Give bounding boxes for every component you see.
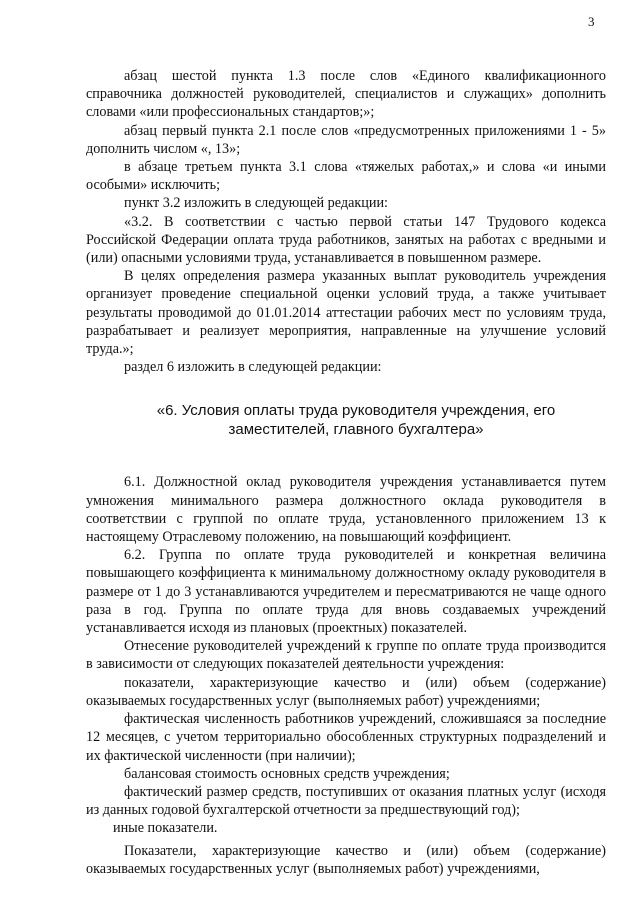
paragraph: «3.2. В соответствии с частью первой статьи 147 Трудового кодекса Российской Федерации оплата труда работников, занятых на работах с вредными и (или) опасными условиями труда, устанавливается в повышенном размере. <box>86 213 606 267</box>
paragraph: абзац шестой пункта 1.3 после слов «Единого квалификационного справочника должностей руководителей, специалистов и служащих» дополнить словами «или профессиональных стандартов;»; <box>86 68 606 121</box>
paragraph: балансовая стоимость основных средств учреждения; <box>124 765 450 782</box>
paragraph: 6.2. Группа по оплате труда руководителей и конкретная величина повышающего коэффициента к минимальному должностному окладу руководителя в размере от 1 до 3 устанавливаются учредителем и пересматриваются не чаще одного раза в год. Группа по оплате труда для вновь создаваемых учреждений устанавливается исходя из плановых (проектных) показателей. <box>86 547 606 637</box>
paragraph: в абзаце третьем пункта 3.1 слова «тяжелых работах,» и слова «и иными особыми» исключить; <box>86 159 606 194</box>
paragraph: Отнесение руководителей учреждений к группе по оплате труда производится в зависимости от следующих показателей деятельности учреждения: <box>86 638 606 673</box>
paragraph: пункт 3.2 изложить в следующей редакции: <box>124 195 388 212</box>
paragraph: В целях определения размера указанных выплат руководитель учреждения организует проведение специальной оценки условий труда, а также учитывает результаты проводимой до 01.01.2014 аттестации рабочих мест по условиям труда, разрабатывает и реализует мероприятия, направленные на улучшение условий труда.»; <box>86 268 606 358</box>
document-body <box>86 67 606 878</box>
section-heading: «6. Условия оплаты труда руководителя учреждения, его заместителей, главного бухгалтера» <box>156 402 556 438</box>
paragraph: раздел 6 изложить в следующей редакции: <box>124 359 382 376</box>
paragraph: абзац первый пункта 2.1 после слов «предусмотренных приложениями 1 - 5» дополнить числом «, 13»; <box>86 122 606 157</box>
paragraph: Показатели, характеризующие качество и (или) объем (содержание) оказываемых государственных услуг (выполняемых работ) учреждениями, <box>86 842 606 877</box>
paragraph: 6.1. Должностной оклад руководителя учреждения устанавливается путем умножения минимального размера должностного оклада руководителя в соответствии с группой по оплате труда, установленного приложением 13 к настоящему Отраслевому положению, на повышающий коэффициент. <box>86 474 606 546</box>
paragraph: показатели, характеризующие качество и (или) объем (содержание) оказываемых государственных услуг (выполняемых работ) учреждениями; <box>86 674 606 709</box>
paragraph: фактический размер средств, поступивших от оказания платных услуг (исходя из данных годовой бухгалтерской отчетности за предшествующий год); <box>86 783 606 819</box>
paragraph: фактическая численность работников учреждений, сложившаяся за последние 12 месяцев, с учетом территориально обособленных структурных подразделений и их фактической численности (при наличии); <box>86 711 606 764</box>
page-number: 3 <box>588 14 595 29</box>
paragraph: иные показатели. <box>113 820 218 837</box>
